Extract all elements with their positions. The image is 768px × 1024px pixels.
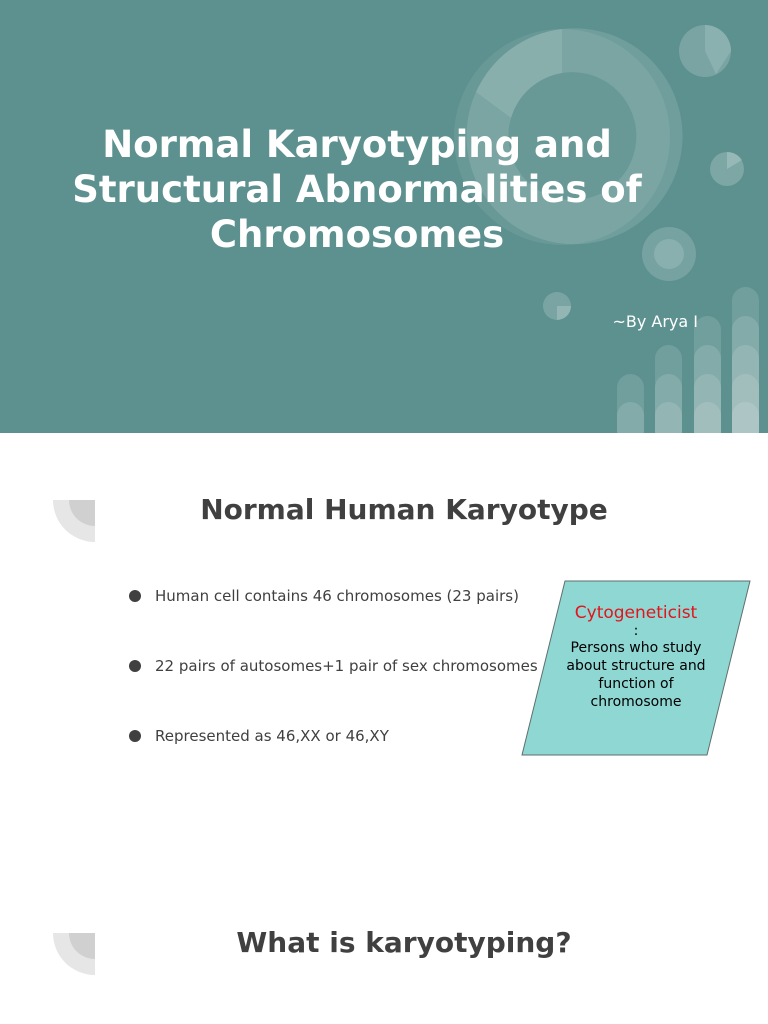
title-slide[interactable] <box>0 0 768 433</box>
slide-heading: What is karyotyping? <box>236 926 572 959</box>
bullet-icon <box>129 590 141 602</box>
author-byline: ~By Arya I <box>612 312 698 331</box>
callout-separator: : <box>633 623 639 639</box>
bullet-icon <box>129 660 141 672</box>
slide-title: Normal Karyotyping and Structural Abnormalities of Chromosomes <box>72 123 642 256</box>
bullet-icon <box>129 730 141 742</box>
bullet-text: 22 pairs of autosomes+1 pair of sex chromosomes <box>155 657 538 675</box>
list-item <box>128 585 538 655</box>
callout-body: Persons who study about structure and function of chromosome <box>566 640 706 710</box>
callout-title: Cytogeneticist <box>574 603 698 623</box>
callout-text <box>560 602 712 711</box>
bullet-list <box>128 585 538 795</box>
cytogeneticist-callout <box>520 580 752 756</box>
bullet-text: Represented as 46,XX or 46,XY <box>155 727 389 745</box>
list-item <box>128 725 538 795</box>
slide-heading: Normal Human Karyotype <box>200 493 608 526</box>
bullet-text: Human cell contains 46 chromosomes (23 pairs) <box>155 587 519 605</box>
karyotyping-slide[interactable] <box>0 863 768 1024</box>
quarter-circle-decoration <box>52 500 96 544</box>
list-item <box>128 655 538 725</box>
karyotype-slide[interactable] <box>0 433 768 863</box>
quarter-circle-decoration <box>52 933 96 977</box>
